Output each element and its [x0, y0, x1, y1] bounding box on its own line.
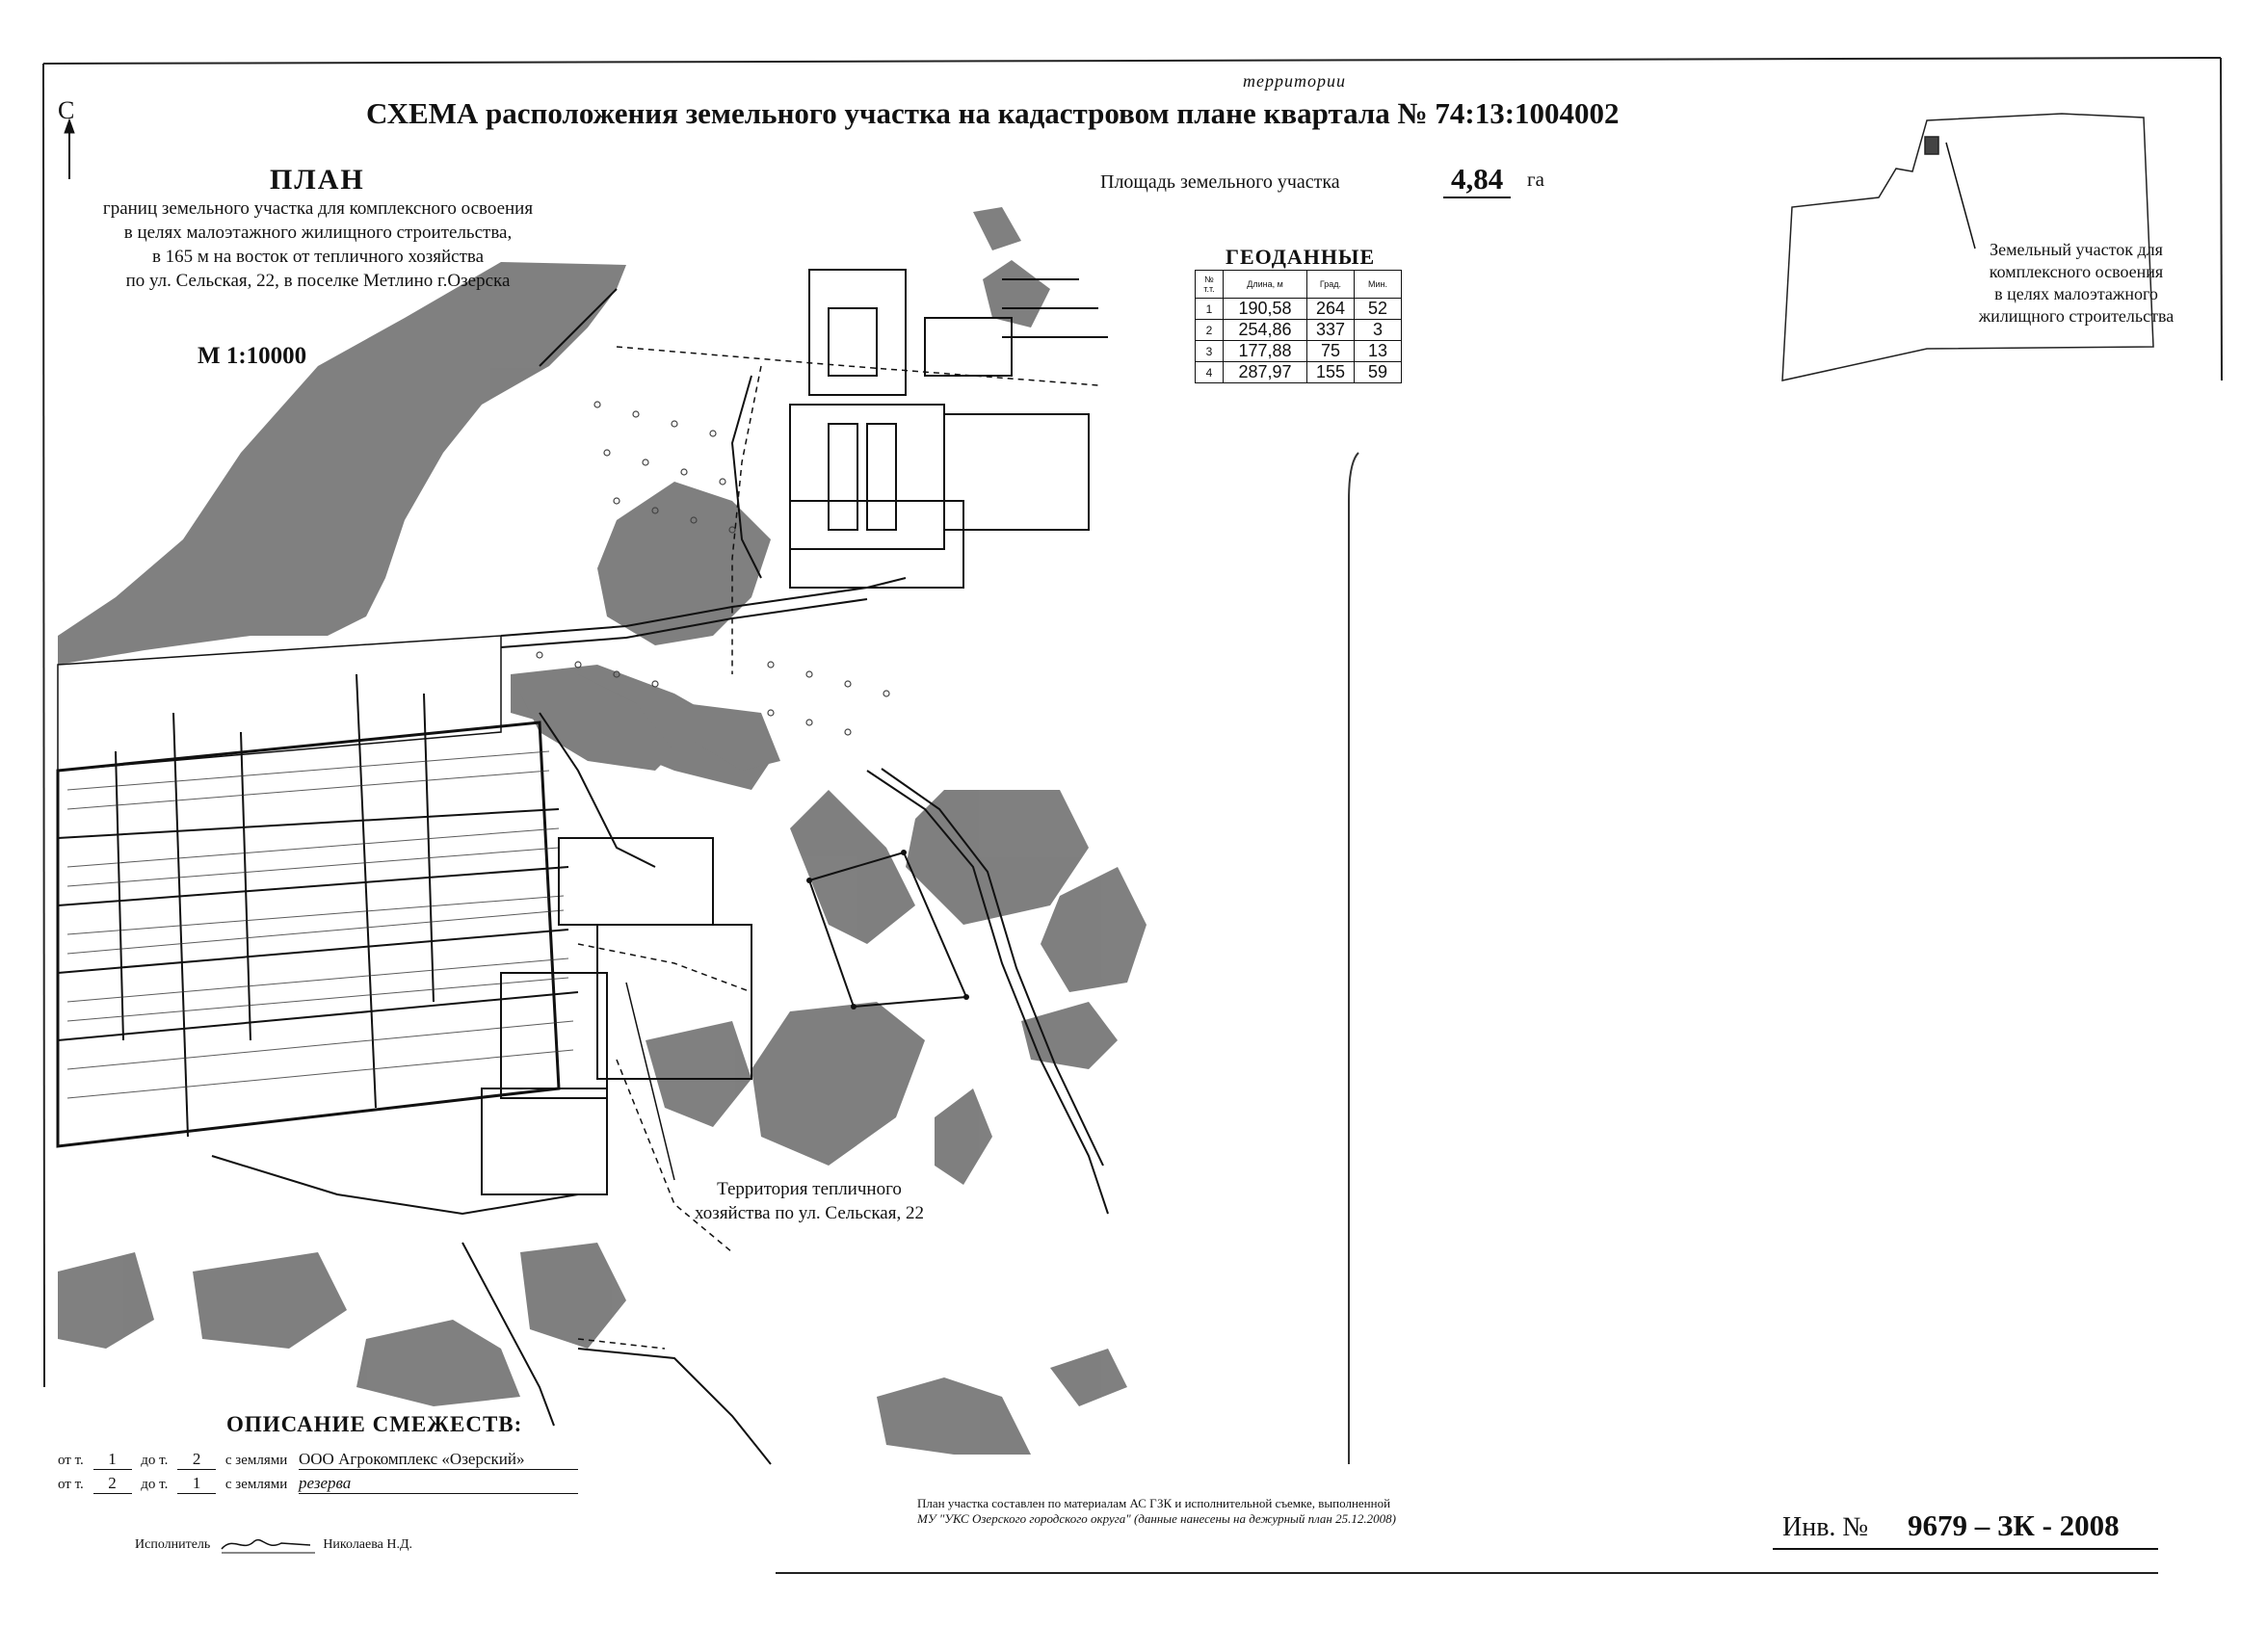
page-title: СХЕМА расположения земельного участка на кадастровом плане квартала № 74:13:1004002 [366, 96, 1620, 130]
inventory-number: 9679 – ЗК - 2008 [1908, 1508, 2120, 1542]
adjacency-row [58, 1450, 578, 1470]
table-cell: 52 [1355, 299, 1402, 320]
plan-subtitle-line: в целях малоэтажного жилищного строительства, [123, 223, 513, 243]
inset-caption-line: жилищного строительства [1978, 306, 2175, 326]
inset-caption-line: в целях малоэтажного [1994, 284, 2158, 303]
inset-caption-line: Земельный участок для [1990, 240, 2163, 259]
table-row [1196, 320, 1402, 341]
plan-subtitle [48, 197, 588, 293]
from-label: от т. [58, 1477, 84, 1492]
source-note-line: План участка составлен по материалам АС ГЗК и исполнительной съемке, выполненной [917, 1496, 1391, 1510]
geodata-column-header: № т.т. [1196, 271, 1224, 299]
geodata-column-header: Град. [1307, 271, 1355, 299]
parcel-hatching [67, 751, 573, 1098]
table-row [1196, 341, 1402, 362]
table-row [1196, 362, 1402, 383]
table-cell: 1 [1196, 299, 1224, 320]
inventory-label: Инв. № [1782, 1512, 1869, 1542]
signature-icon [214, 1534, 320, 1557]
table-cell: 2 [1196, 320, 1224, 341]
from-point: 1 [93, 1450, 132, 1470]
forest-areas [58, 207, 1147, 1455]
inset-caption-line: комплексного освоения [1989, 262, 2164, 281]
source-note [917, 1496, 1396, 1527]
table-cell: 13 [1355, 341, 1402, 362]
table-cell: 337 [1307, 320, 1355, 341]
adjacent-owner: резерва [299, 1474, 578, 1494]
adjacent-owner: ООО Агрокомплекс «Озерский» [299, 1450, 578, 1470]
territory-label-line: Территория тепличного [717, 1179, 902, 1199]
table-cell: 264 [1307, 299, 1355, 320]
executor-name: Николаева Н.Д. [323, 1537, 413, 1553]
to-label: до т. [141, 1453, 169, 1468]
adjacency-heading: ОПИСАНИЕ СМЕЖЕСТВ: [226, 1412, 523, 1436]
territory-label-line: хозяйства по ул. Сельская, 22 [695, 1203, 924, 1223]
table-cell: 190,58 [1224, 299, 1307, 320]
table-cell: 155 [1307, 362, 1355, 383]
geodata-column-header: Мин. [1355, 271, 1402, 299]
table-cell: 177,88 [1224, 341, 1307, 362]
to-point: 2 [177, 1450, 216, 1470]
inventory-underline [1773, 1546, 2158, 1552]
frame-lines [1349, 453, 1358, 1464]
north-arrow-icon [65, 119, 74, 179]
geodata-title: ГЕОДАННЫЕ [1226, 245, 1376, 269]
executor-label: Исполнитель [135, 1537, 211, 1553]
table-cell: 254,86 [1224, 320, 1307, 341]
plan-subtitle-line: по ул. Сельская, 22, в поселке Метлино г.Озерска [125, 271, 511, 291]
north-label: С [58, 96, 75, 124]
geodata-column-header: Длина, м [1224, 271, 1307, 299]
area-unit: га [1527, 168, 1544, 191]
adjacency-row [58, 1474, 578, 1494]
executor-line [135, 1534, 412, 1557]
geodata-table [1195, 270, 1402, 383]
table-cell: 3 [1196, 341, 1224, 362]
from-point: 2 [93, 1474, 132, 1494]
table-row [1196, 299, 1402, 320]
with-label: с землями [224, 1453, 288, 1468]
table-cell: 287,97 [1224, 362, 1307, 383]
inset-caption [1956, 239, 2197, 328]
table-cell: 59 [1355, 362, 1402, 383]
title-correction: территории [1243, 71, 1346, 91]
table-cell: 4 [1196, 362, 1224, 383]
to-point: 1 [177, 1474, 216, 1494]
plan-subtitle-line: в 165 м на восток от тепличного хозяйства [151, 247, 485, 267]
from-label: от т. [58, 1453, 84, 1468]
source-note-line: МУ "УКС Озерского городского округа" (данные нанесены на дежурный план 25.12.2008) [917, 1511, 1396, 1526]
table-cell: 75 [1307, 341, 1355, 362]
table-cell: 3 [1355, 320, 1402, 341]
with-label: с землями [224, 1477, 288, 1492]
geodata-header-row [1196, 271, 1402, 299]
territory-label [646, 1177, 973, 1225]
plan-subtitle-line: границ земельного участка для комплексного освоения [102, 198, 534, 219]
area-value: 4,84 [1443, 162, 1511, 198]
to-label: до т. [141, 1477, 169, 1492]
area-label: Площадь земельного участка [1100, 171, 1340, 193]
plan-heading: ПЛАН [270, 164, 365, 196]
map-scale: М 1:10000 [198, 343, 307, 369]
